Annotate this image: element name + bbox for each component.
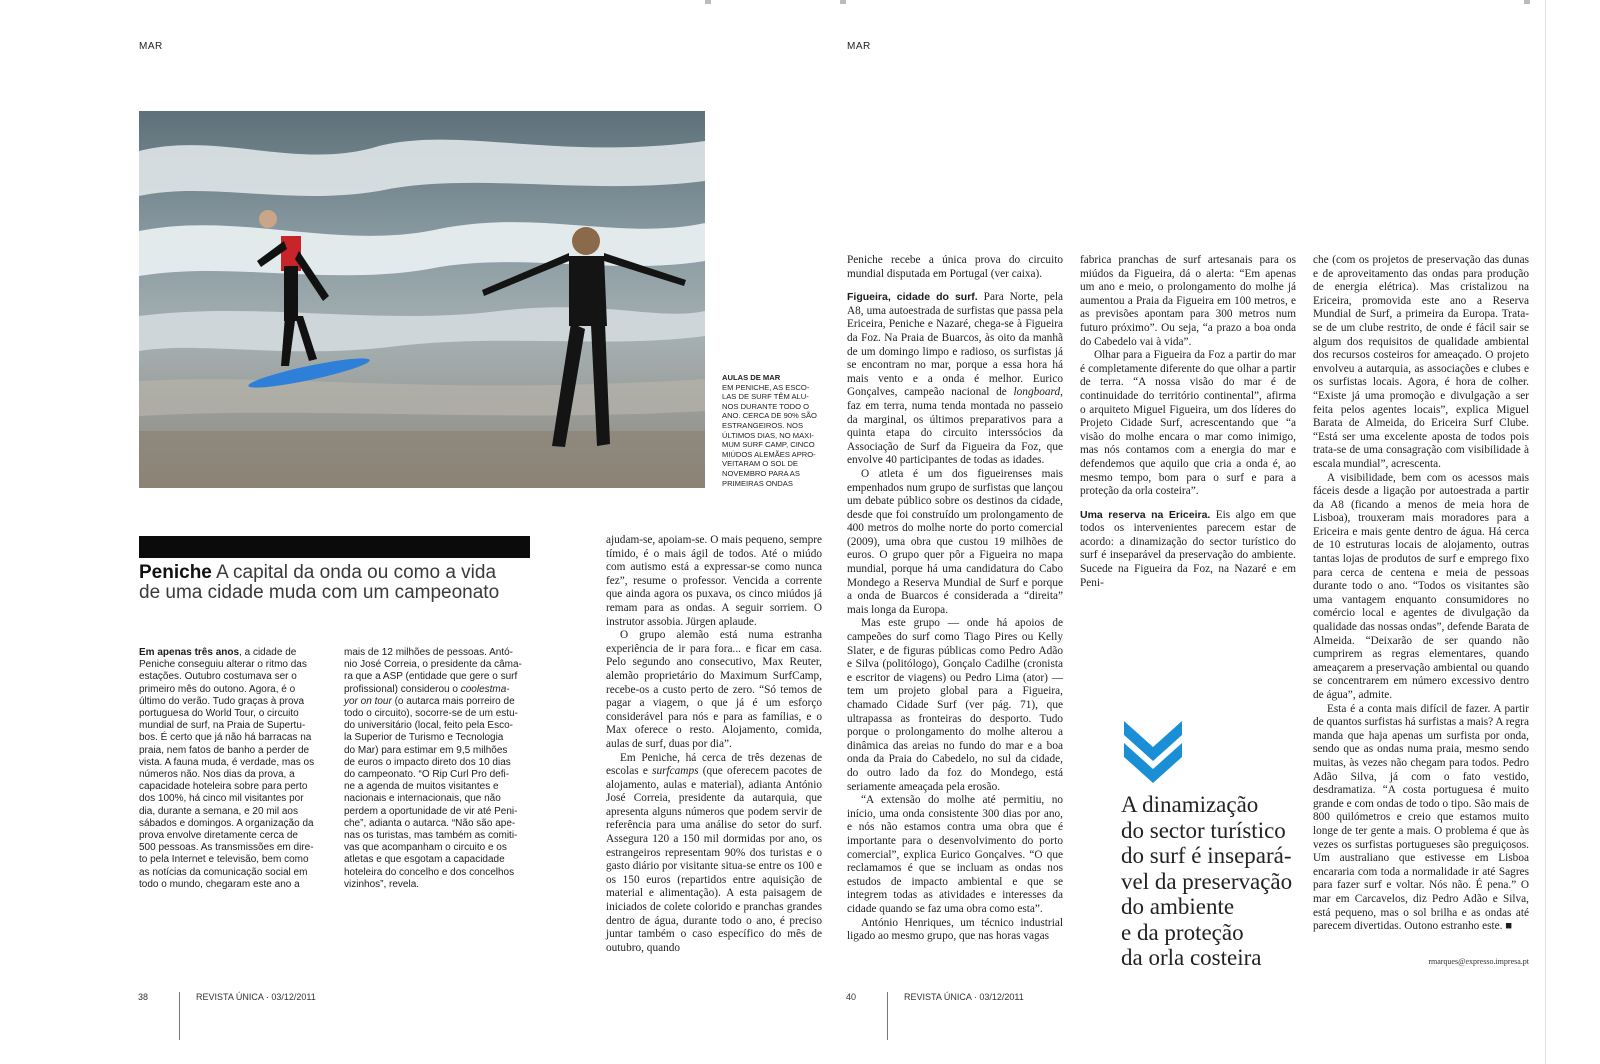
paragraph: O atleta é um dos figueirenses mais empenhados num grupo de surfistas que lançou um debate público sobre os destinos da cidade, desde que foi construído um prolongamento de 400 metros do molhe norte do porto comercial (2009), uma obra que custou 19 milhões de euros. O grupo quer pôr a Figueira no mapa mundial, porque há uma candidatura do Cabo Mondego a Reserva Mundial de Surf e porque a onda de Buarcos é considerada a “direita” mais longa da Europa.: [847, 467, 1063, 616]
paragraph: [606, 752, 822, 956]
crop-mark: [705, 0, 711, 4]
italic-term: coolestma-: [460, 683, 510, 695]
text-line: ra que a ASP (entidade que gere o surf: [344, 671, 518, 683]
caption-line: ANO. CERCA DE 90% SÃO: [722, 411, 817, 421]
text-line: nas os turistas, mas também as comiti-: [344, 830, 518, 842]
text-line: dia, durante a semana, e 20 mil aos: [139, 805, 298, 817]
paragraph: Peniche recebe a única prova do circuito mundial disputada em Portugal (ver caixa).: [847, 254, 1063, 280]
photo-caption: [722, 373, 822, 488]
paragraph: António Henriques, um técnico industrial ligado ao mesmo grupo, que nas horas vagas: [847, 916, 1063, 943]
headline-bar: [139, 536, 530, 558]
text-line: vista. A fauna muda, é verdade, mas os: [139, 756, 315, 768]
photo-illustration: [139, 111, 705, 488]
text-line: do campeonato. “O Rip Curl Pro defi-: [344, 769, 510, 781]
text-line: portuguesa do World Tour, o circuito: [139, 708, 299, 720]
text-line: último do verão. Tudo graças à prova: [139, 695, 305, 707]
text-line: nio José Correia, o presidente da câma-: [344, 659, 522, 671]
section-label-left: MAR: [139, 41, 163, 52]
text-line: mundial de surf, na Praia de Supertu-: [139, 720, 306, 732]
author-email[interactable]: rmarques@expresso.impresa.pt: [1428, 957, 1529, 966]
end-mark-icon: ■: [1505, 920, 1513, 933]
pull-quote: [1121, 792, 1311, 971]
text-line: sábados e domingos. A organização da: [139, 817, 314, 829]
crop-mark: [1524, 0, 1530, 4]
text-line: dos 100%, há cinco mil visitantes por: [139, 793, 304, 805]
headline-line1: A capital da onda ou como a vida: [211, 562, 497, 583]
paragraph: fabrica pranchas de surf artesanais para os miúdos da Figueira, dá o alerta: “Em apenas um ano e meio, o prolongamento do molhe já aumentou a Praia da Figueira em 100 metros, e as previsões apontam para 300 metros num futuro próximo”. Ou seja, “a prazo a boa onda do Cabedelo vai à vida”.: [1080, 254, 1296, 348]
text-line: , a cidade de: [239, 647, 297, 658]
paragraph: A visibilidade, bem com os acessos mais fáceis desde a ligação por autoestrada a partir da A8 (ficando a menos de meia hora de Lisboa), trouxeram mais moradores para a Ericeira e mais gente dentro de água. Há cerca de 10 estruturas locais de alojamento, outras tantas lojas de produtos de surf e emprego fixo para cerca de centena e meia de pessoas durante todo o ano. “Todos os visitantes são uma vantagem enquanto consumidores no comércio local e agentes de divulgação da qualidade das nossas ondas”, defende Barata de Almeida. “Deixarão de ser quando não cumprirem as regras elementares, quando ameaçarem a preservação ambiental ou quando se concentrarem em número excessivo dentro de água”, admite.: [1313, 471, 1529, 701]
paragraph: ajudam-se, apoiam-se. O mais pequeno, sempre tímido, é o mais ágil de todos. Até o miúdo com autismo está a expressar-se como nunca fez”, resume o professor. Vencida a corrente que ainda agora os puxava, os cinco miúdos já remam para as ondas. A seguir sorriem. O instrutor assobia. Jürgen aplaude.: [606, 534, 822, 628]
text-line: vas que acompanham o circuito e os: [344, 842, 507, 854]
italic-term: surfcamps: [652, 765, 699, 778]
page-edge: [1545, 0, 1546, 1064]
text-line: mais de 12 milhões de pessoas. Antó-: [344, 647, 513, 658]
quote-line: do surf é insepará-: [1121, 843, 1292, 868]
text-line: vizinhos”, revela.: [344, 878, 420, 890]
footer-divider: [887, 992, 888, 1040]
paragraph: Mas este grupo — onde há apoios de campeões do surf como Tiago Pires ou Kelly Slater, e de figuras públicas como Pedro Adão e Silva (politólogo), Gonçalo Cadilhe (cronista e escritor de viagens) ou Pedro Lima (ator) — tem um projeto global para a Figueira, chamado Cidade Surf (ver pág. 71), que ultrapassa as fronteiras do desporto. Tudo porque o prolongamento do molhe alterou a dinâmica das areias no fundo do mar e a boa onda da Praia do Cabedelo, no sul da cidade, do outro lado da foz do Mondego, está seriamente ameaçada pela erosão.: [847, 617, 1063, 793]
text-run: , faz em terra, numa tenda montada no passeio da marginal, os últimos preparativos para a quinta etapa do circuito interssócios da Associação de Surf da Figueira da Foz, que envolve 40 participantes de todas as idades.: [847, 386, 1063, 467]
paragraph: Olhar para a Figueira da Foz a partir do mar é completamente diferente do que olhar a partir de terra. “A nossa visão do mar é de continuidade do território continental”, afirma o arquiteto Miguel Figueira, um dos líderes do Projeto Cidade Surf, acrescentando que “a visão do molhe encara o mar como inimigo, mas nós contamos com a energia do mar e defendemos que aquilo que cria a onda é, ao mesmo tempo, bom para o surf e para a proteção da orla costeira”.: [1080, 349, 1296, 498]
text-line: todo o mundo, chegaram este ano a: [139, 878, 300, 890]
article-headline: [139, 563, 559, 603]
text-line: as notícias da comunicação social em: [139, 866, 308, 878]
quote-line: do sector turístico: [1121, 817, 1286, 843]
text-line: (o autarca mais porreiro de: [391, 695, 515, 707]
section-label-right: MAR: [847, 41, 871, 52]
lead-in: Em apenas três anos: [139, 647, 240, 658]
caption-line: LAS DE SURF TÊM ALU-: [722, 392, 809, 402]
text-line: hoteleira do concelho e dos concelhos: [344, 866, 515, 878]
caption-line: NOS DURANTE TODO O: [722, 401, 810, 411]
headline-line2: de uma cidade muda com um campeonato: [139, 582, 500, 603]
caption-line: ÚLTIMOS DIAS, NO MAXI-: [722, 430, 814, 440]
quote-line: da orla costeira: [1121, 945, 1262, 970]
right-column-1: [847, 254, 1063, 944]
paragraph: O grupo alemão está numa estranha experiência de ir para fora... e ficar em casa. Pelo segundo ano consecutivo, Max Reuter, alemão proprietário do Maximum SurfCamp, recebe-os a custo perto de zero. “Só temos de pagar a viagem, o que já é um esforço considerável para nós e para as famílias, e o Max oferece o resto. Alojamento, comida, aulas de surf, duas por dia”.: [606, 629, 822, 750]
caption-line: ESTRANGEIROS. NOS: [722, 420, 804, 430]
publication-info-right: REVISTA ÚNICA · 03/12/2011: [904, 992, 1024, 1002]
text-line: prova envolve diretamente cerca de: [139, 830, 298, 842]
text-line: todo o circuito), socorre-se de um estu-: [344, 708, 518, 720]
text-run: Esta é a conta mais difícil de fazer. A partir de quantos surfistas há surfistas a mais? A regra manda que haja apenas um surfista por onda, sendo que as ondas numa praia, mesmo sendo muitas, às vezes não chegam para todos. Pedro Adão Silva, já com o fato vestido, desdramatiza. “A costa portuguesa é muito grande e com ondas de todo o tipo. São mais de 800 quilómetros e creio que estamos muito longe de ter gente a mais. O problema é que às vezes os surfistas portugueses são preguiçosos. Um australiano que estivesse em Lisboa encararia com toda a normalidade ir até Sagres para fazer surf e voltar. Nós não. É pena.” O mar em Carcavelos, diz Pedro Adão e Silva, está pequeno, mas o sol brilha e as ondas até parecem divertidas. Outono estranho este.: [1313, 702, 1529, 933]
italic-term: yor on tour: [344, 695, 392, 707]
left-column-3: [606, 534, 822, 955]
page-number-left: 38: [138, 992, 149, 1002]
double-chevron-down-icon: [1122, 717, 1184, 783]
paragraph: “A extensão do molhe até permitiu, no início, uma onda consistente 300 dias por ano, e nós não estamos contra uma obra que é importante para o desenvolvimento do porto comercial”, explica Eurico Gonçalves. “O que reclamamos é que se incluam as ondas nos estudos de impacto ambiental e que se integrem todas as atividades e interesses da cidade quando se faz uma obra como esta”.: [847, 794, 1063, 915]
page-number-right: 40: [846, 992, 857, 1002]
caption-title: AULAS DE MAR: [722, 373, 781, 382]
left-column-1: [139, 647, 329, 891]
caption-line: PRIMEIRAS ONDAS: [722, 478, 793, 488]
subhead: Figueira, cidade do surf.: [847, 291, 978, 304]
text-line: bos. É certo que já não há barracas na: [139, 732, 312, 744]
caption-line: MUM SURF CAMP, CINCO: [722, 440, 815, 450]
text-line: capacidade hoteleira sobre para perto: [139, 781, 308, 793]
quote-line: e da proteção: [1121, 919, 1244, 945]
text-run: Eis algo em que todos os intervenientes parecem estar de acordo: a dinamização do sector turístico do surf é inseparável da preservação do ambiente. Sucede na Figueira da Foz, na Nazaré e em Peni-: [1080, 508, 1296, 589]
text-line: to pela Internet e televisão, bem como: [139, 854, 309, 866]
text-line: atletas e que esgotam a capacidade: [344, 854, 505, 866]
right-column-3: [1313, 254, 1529, 934]
text-line: Peniche conseguiu alterar o ritmo das: [139, 659, 307, 671]
quote-line: do ambiente: [1121, 894, 1235, 919]
caption-line: NOVEMBRO PARA AS: [722, 468, 800, 478]
publication-info-left: REVISTA ÚNICA · 03/12/2011: [196, 992, 316, 1002]
text-line: perdem a oportunidade de vir até Peni-: [344, 805, 518, 817]
text-line: estações. Outubro costumava ser o: [139, 671, 297, 683]
text-line: la Superior de Turismo e Tecnologia: [344, 732, 504, 744]
caption-line: VEITARAM O SOL DE: [722, 459, 798, 469]
text-run: (que oferecem pacotes de alojamento, aulas e material), adianta António José Correia, presidente da autarquia, que apresenta alguns números que podem servir de referência para uma análise do setor do surf. Assegura 120 a 150 mil dormidas por ano, os estrangeiros representam 90% dos turistas e o gasto diário por visitante situa-se entre os 100 e os 150 euros (repartidos entre aquisição de material e alimentação). A esta paisagem de iniciados de colete colorido e pranchas grandes dentro de água, durante todo o ano, é preciso juntar também o caso específico do mês de outubro, quando: [606, 765, 822, 954]
caption-line: EM PENICHE, AS ESCO-: [722, 382, 810, 392]
quote-line: A dinamização: [1121, 792, 1259, 817]
crop-mark: [840, 0, 846, 4]
left-column-2: [344, 647, 534, 891]
right-column-2: [1080, 254, 1296, 590]
surf-lesson-photo: [139, 111, 705, 488]
paragraph: che (com os projetos de preservação das dunas e de aproveitamento das ondas para produção de energia elétrica). Mas cristalizou na Ericeira, promovida este ano a Reserva Mundial de Surf, a primeira da Europa. Trata-se de um clube restrito, de onde é fácil sair se algum dos requisitos de qualidade ambiental dos recursos costeiros for ameaçado. O projeto envolveu a autarquia, as associações e clubes e os surfistas locais. Agora, é hora de colher. “Existe já uma promoção e divulgação a ser feita pelos agentes locais”, explica Miguel Barata de Almeida, do Ericeira Surf Clube. “Está ser uma excelente aposta de todos pois trata-se de uma consagração com visibilidade à escala mundial”, acrescenta.: [1313, 254, 1529, 470]
text-line: do Mar) para estimar em 9,5 milhões: [344, 744, 508, 756]
text-line: ne a agenda de muitos visitantes e: [344, 781, 499, 793]
paragraph: [847, 291, 1063, 468]
paragraph: [1313, 703, 1529, 934]
paragraph: [1080, 509, 1296, 591]
text-run: Para Norte, pela A8, uma autoestrada de surfistas que passa pela Ericeira, Peniche e Nazaré, chega-se à Figueira da Foz. Na Praia de Buarcos, às oito da manhã de um domingo limpo e radioso, os surfistas já se encontram no mar, porque a essa hora há mais vento e a onda é melhor. Eurico Gonçalves, campeão nacional de: [847, 291, 1063, 399]
text-line: primeiro mês do outono. Agora, é o: [139, 683, 296, 695]
text-line: números não. Nos dias da prova, a: [139, 769, 295, 781]
text-line: nacionais e internacionais, que não: [344, 793, 501, 805]
text-run: Em Peniche, há cerca de três dezenas de escolas e: [606, 751, 822, 778]
quote-line: vel da preservação: [1121, 868, 1293, 894]
subhead: Uma reserva na Ericeira.: [1080, 508, 1211, 521]
text-line: do universitário (local, feito pela Esco-: [344, 720, 513, 732]
footer-divider: [179, 992, 180, 1040]
caption-line: MIÚDOS ALEMÃES APRO-: [722, 449, 816, 459]
text-line: profissional) considerou o: [344, 683, 461, 695]
text-line: de euros o impacto direto dos 10 dias: [344, 756, 511, 768]
text-line: 500 pessoas. As transmissões em dire-: [139, 842, 314, 854]
headline-bold: Peniche: [139, 562, 212, 583]
italic-term: longboard: [1013, 386, 1061, 399]
text-line: praia, nem fatos de banho a perder de: [139, 744, 310, 756]
text-line: che”, adianta o autarca. “Não são ape-: [344, 817, 516, 829]
